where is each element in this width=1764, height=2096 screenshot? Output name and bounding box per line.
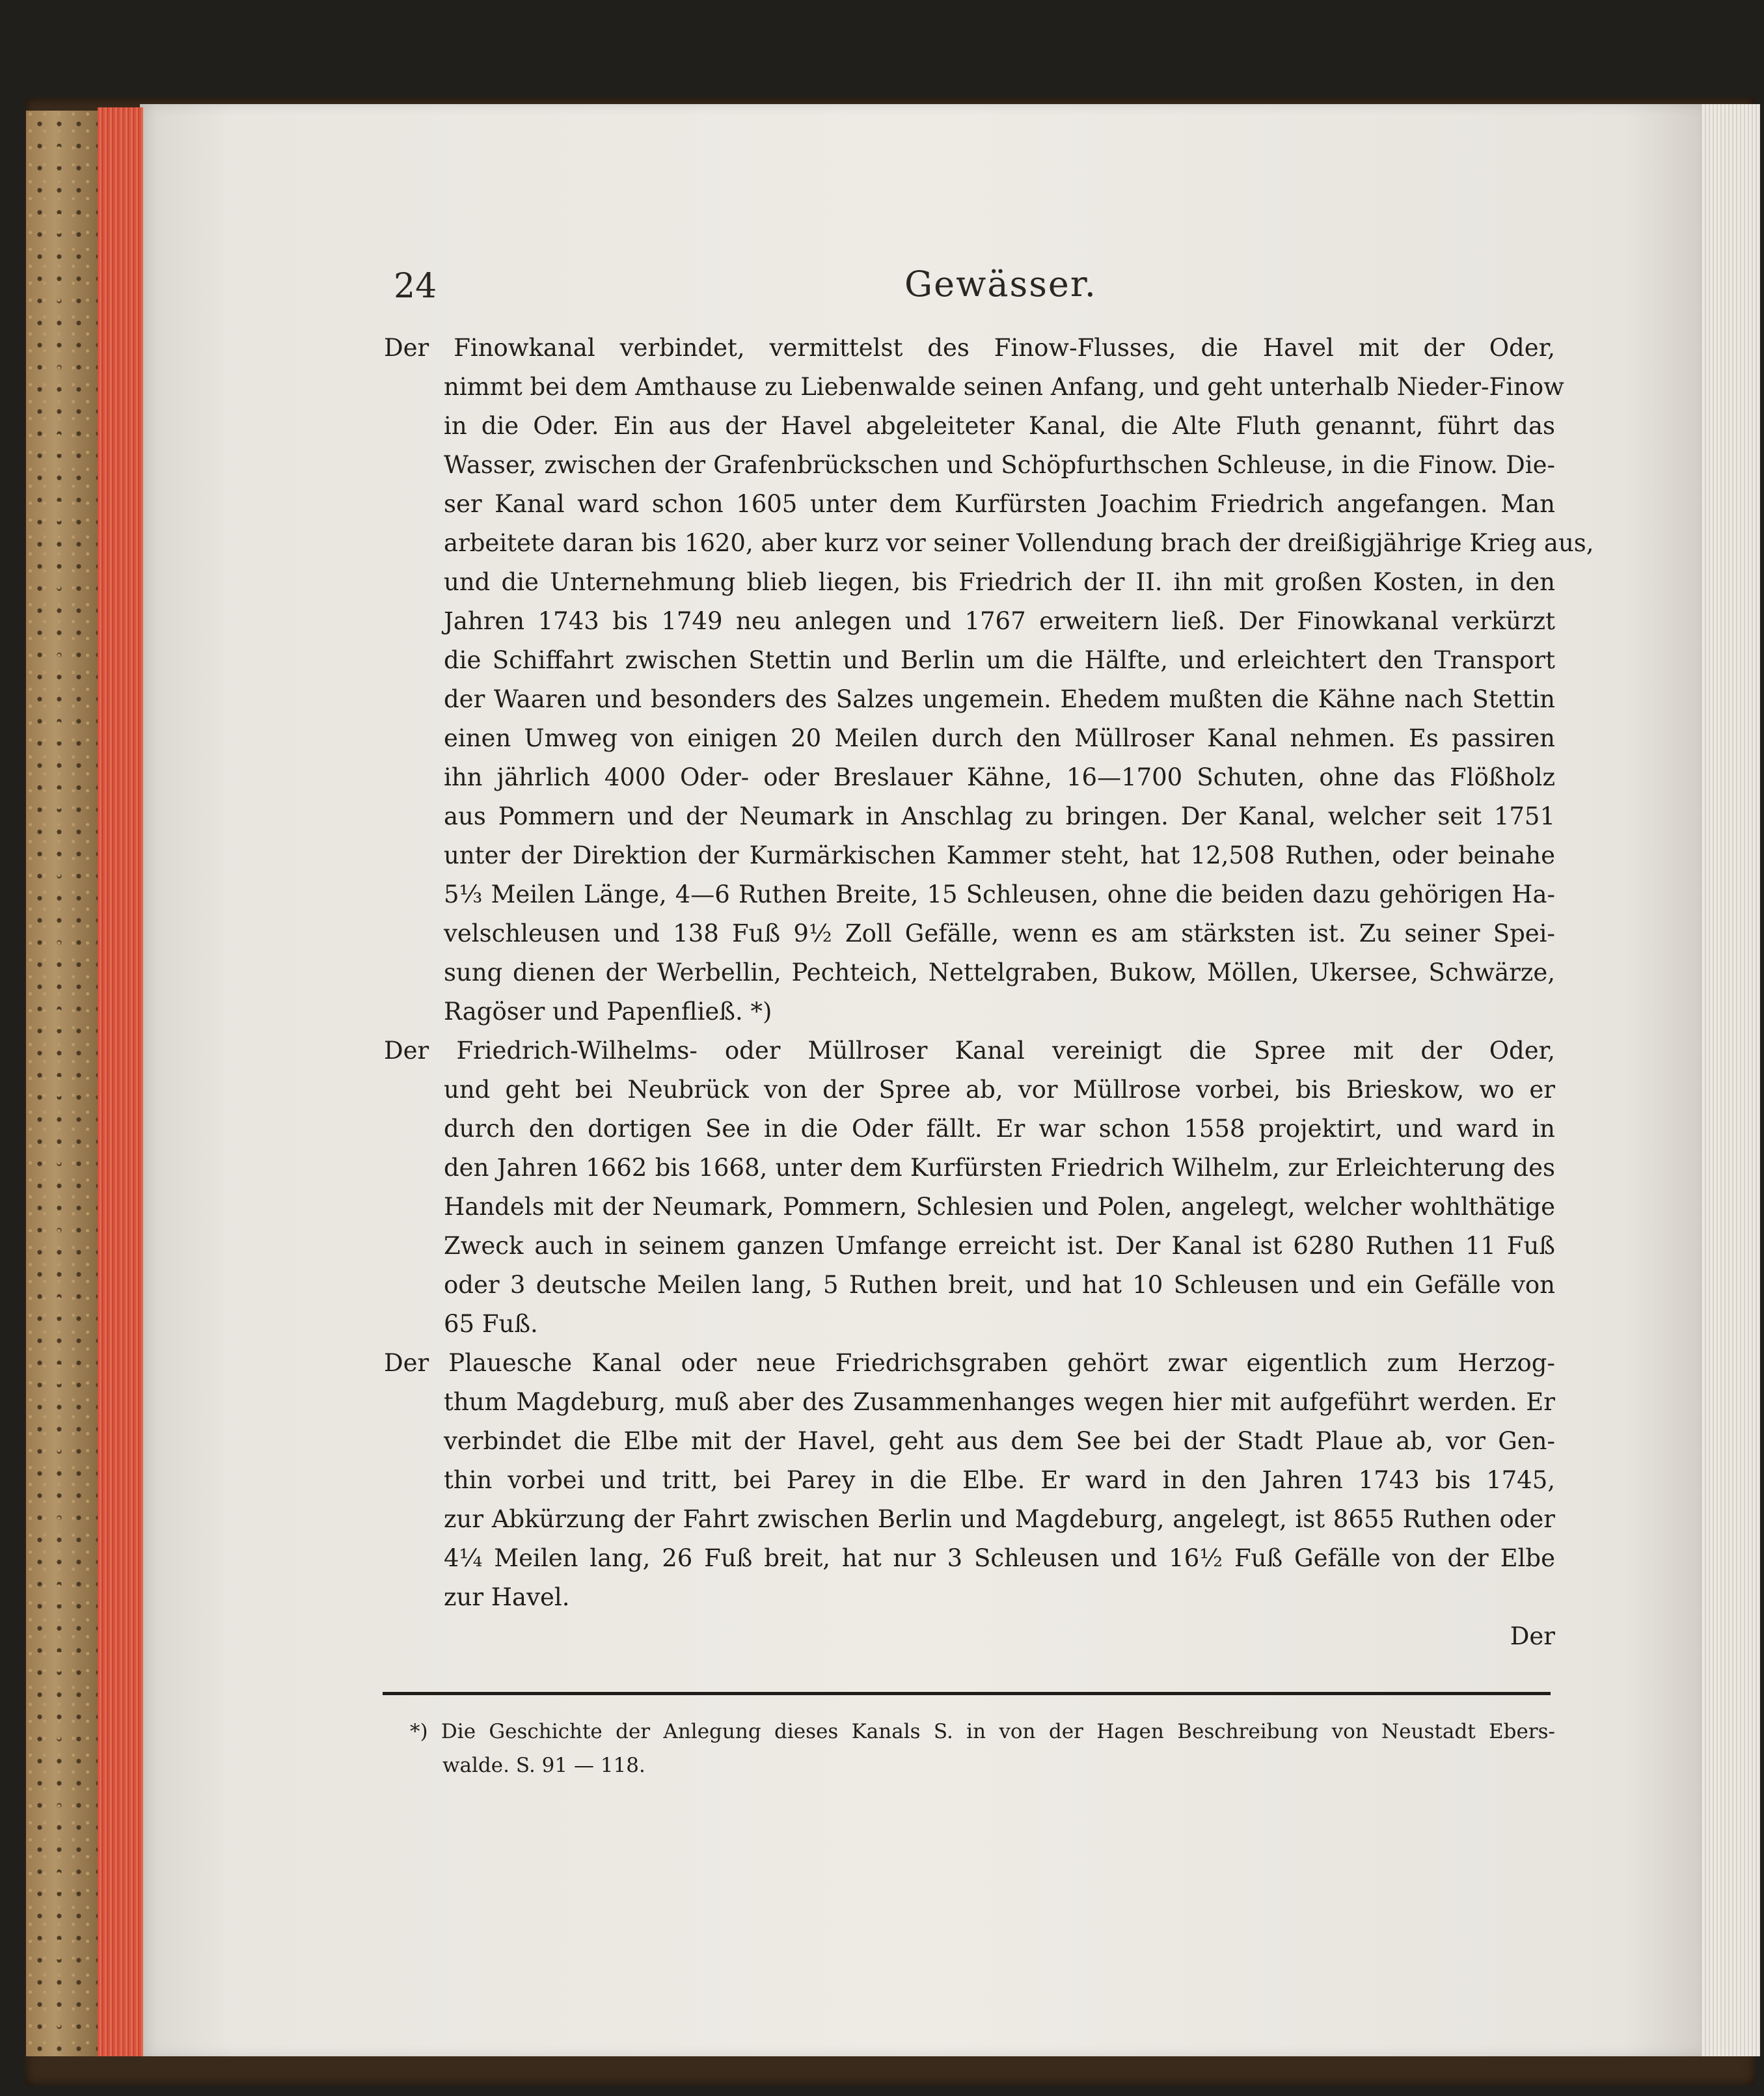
footnote-line: walde. S. 91 — 118. [442,1754,645,1777]
text-line: Jahren 1743 bis 1749 neu anlegen und 1767 erweitern ließ. Der Finowkanal verkürzt [444,607,1555,635]
text-line: ihn jährlich 4000 Oder- oder Breslauer Kähne, 16—1700 Schuten, ohne das Flößholz [444,763,1555,791]
text-line: den Jahren 1662 bis 1668, unter dem Kurfürsten Friedrich Wilhelm, zur Erleichterung des [444,1154,1555,1182]
text-line: unter der Direktion der Kurmärkischen Kammer steht, hat 12,508 Ruthen, oder beinahe [444,841,1555,869]
text-line: thin vorbei und tritt, bei Parey in die Elbe. Er ward in den Jahren 1743 bis 1745, [444,1466,1555,1494]
text-line: Ragöser und Papenfließ. *) [444,998,772,1026]
page-number: 24 [394,267,437,306]
text-line: die Schiffahrt zwischen Stettin und Berlin um die Hälfte, und erleichtert den Transport [444,646,1555,674]
footnote [410,1715,1555,1782]
text-line: Der Finowkanal verbindet, vermittelst des Finow-Flusses, die Havel mit der Oder, [384,334,1555,362]
text-line: nimmt bei dem Amthause zu Liebenwalde seinen Anfang, und geht unterhalb Nieder-Finow [444,373,1564,401]
body-text [384,329,1594,1656]
text-line: Zweck auch in seinem ganzen Umfange erreicht ist. Der Kanal ist 6280 Ruthen 11 Fuß [444,1232,1555,1260]
text-line: 5⅓ Meilen Länge, 4—6 Ruthen Breite, 15 Schleusen, ohne die beiden dazu gehörigen Ha- [444,880,1555,908]
text-line: zur Havel. [444,1583,570,1611]
text-line: zur Abkürzung der Fahrt zwischen Berlin und Magdeburg, angelegt, ist 8655 Ruthen oder [444,1505,1555,1533]
text-line: Wasser, zwischen der Grafenbrückschen und Schöpfurthschen Schleuse, in die Finow. Die- [444,451,1555,479]
text-line: Der Plauesche Kanal oder neue Friedrichsgraben gehört zwar eigentlich zum Herzog- [384,1349,1555,1377]
right-page-edges [1698,104,1760,2056]
paragraph-finowkanal [384,329,1594,1031]
text-line: thum Magdeburg, muß aber des Zusammenhanges wegen hier mit aufgeführt werden. Er [444,1388,1555,1416]
text-line: und geht bei Neubrück von der Spree ab, vor Müllrose vorbei, bis Brieskow, wo er [444,1076,1555,1104]
text-line: sung dienen der Werbellin, Pechteich, Nettelgraben, Bukow, Möllen, Ukersee, Schwärze, [444,959,1555,987]
text-line: arbeitete daran bis 1620, aber kurz vor seiner Vollendung brach der dreißigjährige Krieg aus, [444,529,1594,557]
text-line: der Waaren und besonders des Salzes ungemein. Ehedem mußten die Kähne nach Stettin [444,685,1555,713]
text-line: durch den dortigen See in die Oder fällt. Er war schon 1558 projektirt, und ward in [444,1115,1555,1143]
text-line: aus Pommern und der Neumark in Anschlag zu bringen. Der Kanal, welcher seit 1751 [444,802,1555,830]
red-page-edges [98,107,143,2056]
text-line: velschleusen und 138 Fuß 9½ Zoll Gefälle, wenn es am stärksten ist. Zu seiner Spei- [444,919,1555,947]
text-line: ser Kanal ward schon 1605 unter dem Kurfürsten Joachim Friedrich angefangen. Man [444,490,1555,518]
text-line: einen Umweg von einigen 20 Meilen durch den Müllroser Kanal nehmen. Es passiren [444,724,1555,752]
text-line: 65 Fuß. [444,1310,538,1338]
text-line: Der Friedrich-Wilhelms- oder Müllroser Kanal vereinigt die Spree mit der Oder, [384,1037,1555,1065]
paragraph-plauescher-kanal [384,1344,1555,1617]
running-head: Gewässer. [904,264,1097,305]
text-line: 4¼ Meilen lang, 26 Fuß breit, hat nur 3 Schleusen und 16½ Fuß Gefälle von der Elbe [444,1544,1555,1572]
leather-binding-edge [26,111,98,2056]
text-line: Handels mit der Neumark, Pommern, Schlesien und Polen, angelegt, welcher wohlthätige [444,1193,1555,1221]
paragraph-muellroser-kanal [384,1031,1555,1344]
footnote-line: *) Die Geschichte der Anlegung dieses Kanals S. in von der Hagen Beschreibung von Neustadt Ebers- [410,1720,1555,1743]
text-line: oder 3 deutsche Meilen lang, 5 Ruthen breit, und hat 10 Schleusen und ein Gefälle von [444,1271,1555,1299]
catchword: Der [1510,1622,1555,1650]
text-line: und die Unternehmung blieb liegen, bis Friedrich der II. ihn mit großen Kosten, in den [444,568,1555,596]
footnote-rule [383,1692,1551,1695]
text-line: verbindet die Elbe mit der Havel, geht aus dem See bei der Stadt Plaue ab, vor Gen- [444,1427,1555,1455]
text-line: in die Oder. Ein aus der Havel abgeleiteter Kanal, die Alte Fluth genannt, führt das [444,412,1555,440]
